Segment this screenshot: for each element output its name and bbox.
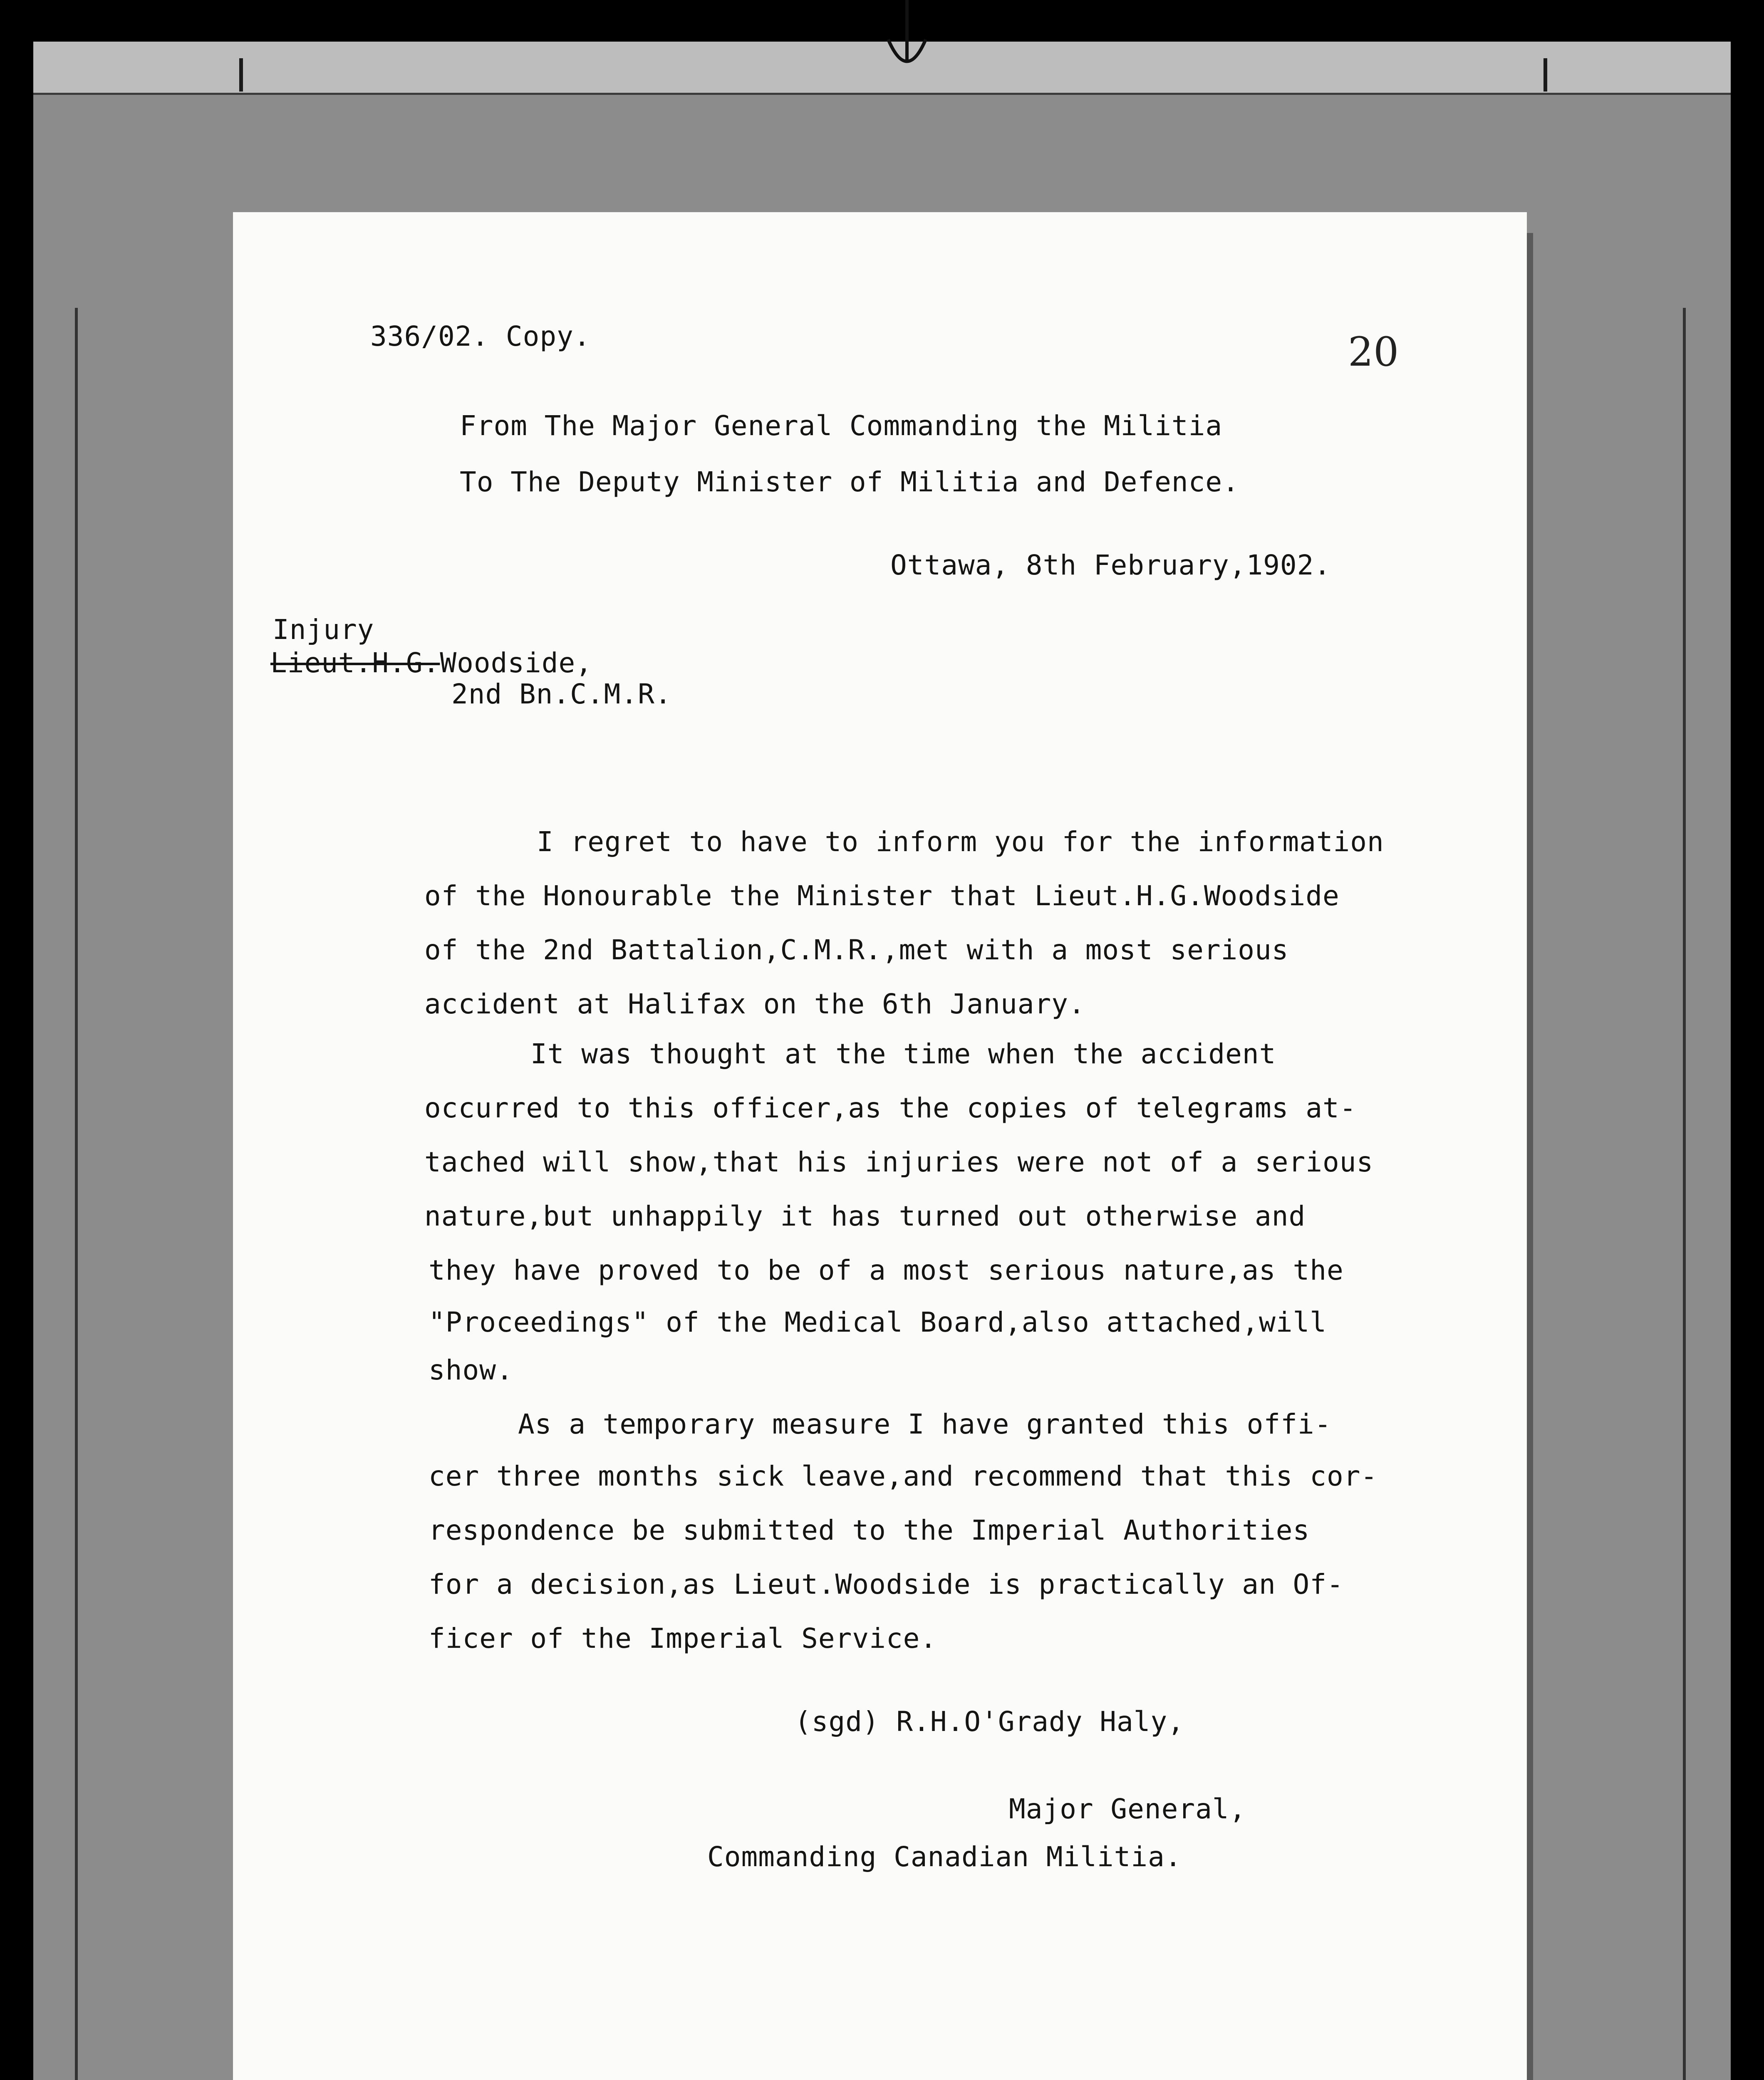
file-reference: 336/02. Copy. <box>370 320 591 352</box>
frame-top-line <box>33 93 1731 95</box>
body-line: for a decision,as Lieut.Woodside is practically an Of- <box>429 1568 1344 1600</box>
subject-annotation: Injury <box>273 614 374 646</box>
body-line: "Proceedings" of the Medical Board,also attached,will <box>429 1306 1327 1338</box>
frame-right-rule <box>1683 308 1686 2080</box>
date-line: Ottawa, 8th February,1902. <box>890 549 1331 581</box>
body-line: As a temporary measure I have granted this offi- <box>518 1408 1332 1440</box>
body-line: ficer of the Imperial Service. <box>429 1622 937 1654</box>
body-line: I regret to have to inform you for the information <box>537 826 1384 858</box>
frame-tick-top-left <box>239 58 243 92</box>
page-number: 20 <box>1348 329 1399 375</box>
body-line: of the 2nd Battalion,C.M.R.,met with a most serious <box>424 934 1289 966</box>
header-from: From The Major General Commanding the Militia <box>460 410 1223 442</box>
film-marker-icon <box>882 0 932 79</box>
subject-unit: 2nd Bn.C.M.R. <box>451 678 672 710</box>
body-line: respondence be submitted to the Imperial Authorities <box>429 1514 1310 1546</box>
subject-struck-text: Lieut.H.G. <box>270 647 440 679</box>
body-line: show. <box>429 1354 513 1386</box>
body-line: It was thought at the time when the accident <box>530 1038 1276 1070</box>
frame-tick-top-right <box>1544 58 1547 92</box>
body-line: they have proved to be of a most serious nature,as the <box>429 1254 1344 1286</box>
signatory-rank: Major General, <box>1009 1793 1246 1825</box>
body-line: accident at Halifax on the 6th January. <box>424 988 1085 1020</box>
subject-name: Woodside, <box>440 647 592 679</box>
body-line: tached will show,that his injuries were not of a serious <box>424 1146 1374 1178</box>
body-line: of the Honourable the Minister that Lieut.H.G.Woodside <box>424 880 1340 912</box>
body-line: nature,but unhappily it has turned out otherwise and <box>424 1200 1306 1232</box>
header-to: To The Deputy Minister of Militia and Defence. <box>460 466 1239 498</box>
body-line: occurred to this officer,as the copies of telegrams at- <box>424 1092 1357 1124</box>
subject-line <box>270 647 592 679</box>
frame-left-rule <box>75 308 78 2080</box>
signature-line: (sgd) R.H.O'Grady Haly, <box>795 1706 1184 1738</box>
body-line: cer three months sick leave,and recommend that this cor- <box>429 1460 1378 1492</box>
signatory-title: Commanding Canadian Militia. <box>707 1841 1182 1873</box>
